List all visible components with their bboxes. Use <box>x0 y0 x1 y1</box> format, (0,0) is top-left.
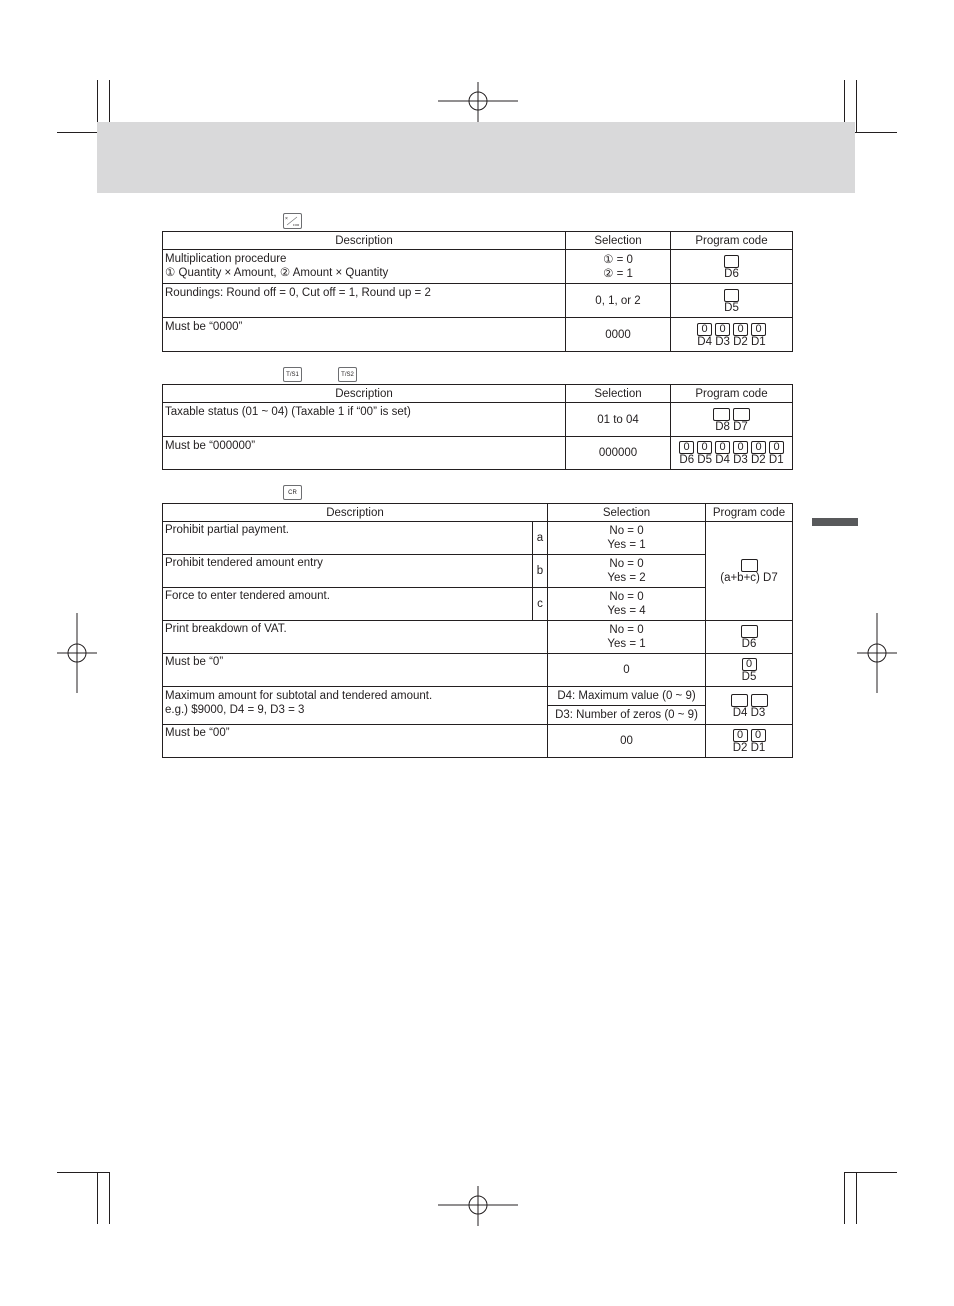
selection-cell: No = 0 Yes = 1 <box>548 522 706 555</box>
digit-box: 0 <box>751 729 766 742</box>
selection-cell: 0000 <box>566 318 671 352</box>
ts2-key-icon: T/S2 <box>338 367 357 382</box>
description-cell: Prohibit tendered amount entry <box>163 555 533 588</box>
table-header-row <box>163 232 793 250</box>
description-cell: Taxable status (01 ~ 04) (Taxable 1 if “00” is set) <box>163 403 566 437</box>
option-label: a <box>532 522 547 555</box>
digit-box: 0 <box>733 729 748 742</box>
table-row <box>163 437 793 470</box>
registration-mark-icon <box>438 82 518 122</box>
description-cell: Print breakdown of VAT. <box>163 621 548 654</box>
svg-text:FOR: FOR <box>293 223 300 227</box>
table-row <box>163 403 793 437</box>
digit-box: 0 <box>751 323 766 336</box>
crop-mark <box>109 1172 110 1224</box>
column-header: Selection <box>566 385 671 403</box>
crop-mark <box>845 1172 897 1173</box>
column-header: Program code <box>671 232 793 250</box>
crop-mark <box>844 1172 845 1224</box>
tax-status-table <box>162 384 793 470</box>
registration-mark-icon <box>857 613 897 693</box>
digit-box <box>724 255 739 268</box>
column-header: Selection <box>548 504 706 522</box>
digit-box: 0 <box>697 323 712 336</box>
option-label: b <box>532 555 547 588</box>
digit-box: 0 <box>751 441 766 454</box>
digit-box: 0 <box>733 323 748 336</box>
table-row <box>163 654 793 687</box>
registration-mark-icon <box>57 613 97 693</box>
program-code-cell: D6 <box>671 250 793 284</box>
program-code-cell: D5 <box>671 284 793 318</box>
table-row <box>163 621 793 654</box>
digit-box: 0 <box>715 441 730 454</box>
digit-box <box>713 408 730 421</box>
column-header: Description <box>163 385 566 403</box>
table-row <box>163 588 793 621</box>
program-code-cell: 0 0 D2 D1 <box>706 725 793 758</box>
selection-cell: No = 0 Yes = 1 <box>548 621 706 654</box>
table-row <box>163 284 793 318</box>
cr-key-icon: CR <box>283 485 302 500</box>
description-cell: Must be “0000” <box>163 318 566 352</box>
description-cell: Maximum amount for subtotal and tendered amount. e.g.) $9000, D4 = 9, D3 = 3 <box>163 687 548 725</box>
digit-box: 0 <box>679 441 694 454</box>
description-cell: Multiplication procedure ① Quantity × Amount, ② Amount × Quantity <box>163 250 566 284</box>
selection-cell: D4: Maximum value (0 ~ 9) <box>548 687 706 706</box>
description-cell: Must be “000000” <box>163 437 566 470</box>
program-code-cell: D6 <box>706 621 793 654</box>
multiply-for-key-icon <box>283 213 302 229</box>
cr-settings-table <box>162 503 793 758</box>
digit-box <box>731 694 748 707</box>
svg-text:×: × <box>285 216 288 222</box>
ts1-key-icon: T/S1 <box>283 367 302 382</box>
table-row <box>163 522 793 555</box>
table-row <box>163 687 793 706</box>
crop-mark <box>57 1172 109 1173</box>
table-row <box>163 555 793 588</box>
digit-box <box>751 694 768 707</box>
column-header: Description <box>163 232 566 250</box>
description-cell: Prohibit partial payment. <box>163 522 533 555</box>
program-code-cell: D8 D7 <box>671 403 793 437</box>
crop-mark <box>856 1172 857 1224</box>
header-band <box>97 122 855 193</box>
program-code-cell: D4 D3 <box>706 687 793 725</box>
selection-cell: 0 <box>548 654 706 687</box>
multiply-settings-table <box>162 231 793 352</box>
description-cell: Must be “0” <box>163 654 548 687</box>
digit-box <box>741 625 758 638</box>
digit-box: 0 <box>733 441 748 454</box>
selection-cell: 000000 <box>566 437 671 470</box>
registration-mark-icon <box>438 1186 518 1226</box>
option-label: c <box>532 588 547 621</box>
column-header: Program code <box>671 385 793 403</box>
digit-box: 0 <box>769 441 784 454</box>
table-row <box>163 318 793 352</box>
digit-box <box>733 408 750 421</box>
column-header: Program code <box>706 504 793 522</box>
selection-cell: 00 <box>548 725 706 758</box>
program-code-cell: 0 0 0 0 D4 D3 D2 D1 <box>671 318 793 352</box>
selection-cell: ① = 0 ② = 1 <box>566 250 671 284</box>
program-code-cell: 0 D5 <box>706 654 793 687</box>
description-cell: Force to enter tendered amount. <box>163 588 533 621</box>
selection-cell: D3: Number of zeros (0 ~ 9) <box>548 706 706 725</box>
digit-box <box>724 289 739 302</box>
column-header: Description <box>163 504 548 522</box>
description-cell: Roundings: Round off = 0, Cut off = 1, Round up = 2 <box>163 284 566 318</box>
column-header: Selection <box>566 232 671 250</box>
selection-cell: No = 0 Yes = 4 <box>548 588 706 621</box>
digit-box <box>741 559 758 572</box>
crop-mark <box>856 80 857 132</box>
table-row <box>163 725 793 758</box>
table-row <box>163 250 793 284</box>
description-cell: Must be “00” <box>163 725 548 758</box>
table-header-row <box>163 385 793 403</box>
selection-cell: No = 0 Yes = 2 <box>548 555 706 588</box>
digit-box: 0 <box>715 323 730 336</box>
program-code-cell: 0 0 0 0 0 0 D6 D5 D4 D3 D2 D1 <box>671 437 793 470</box>
selection-cell: 01 to 04 <box>566 403 671 437</box>
side-thumb-tab <box>812 518 858 526</box>
crop-mark <box>97 1172 98 1224</box>
selection-cell: 0, 1, or 2 <box>566 284 671 318</box>
digit-box: 0 <box>742 658 757 671</box>
digit-box: 0 <box>697 441 712 454</box>
program-code-cell: (a+b+c) D7 <box>706 522 793 621</box>
table-header-row <box>163 504 793 522</box>
